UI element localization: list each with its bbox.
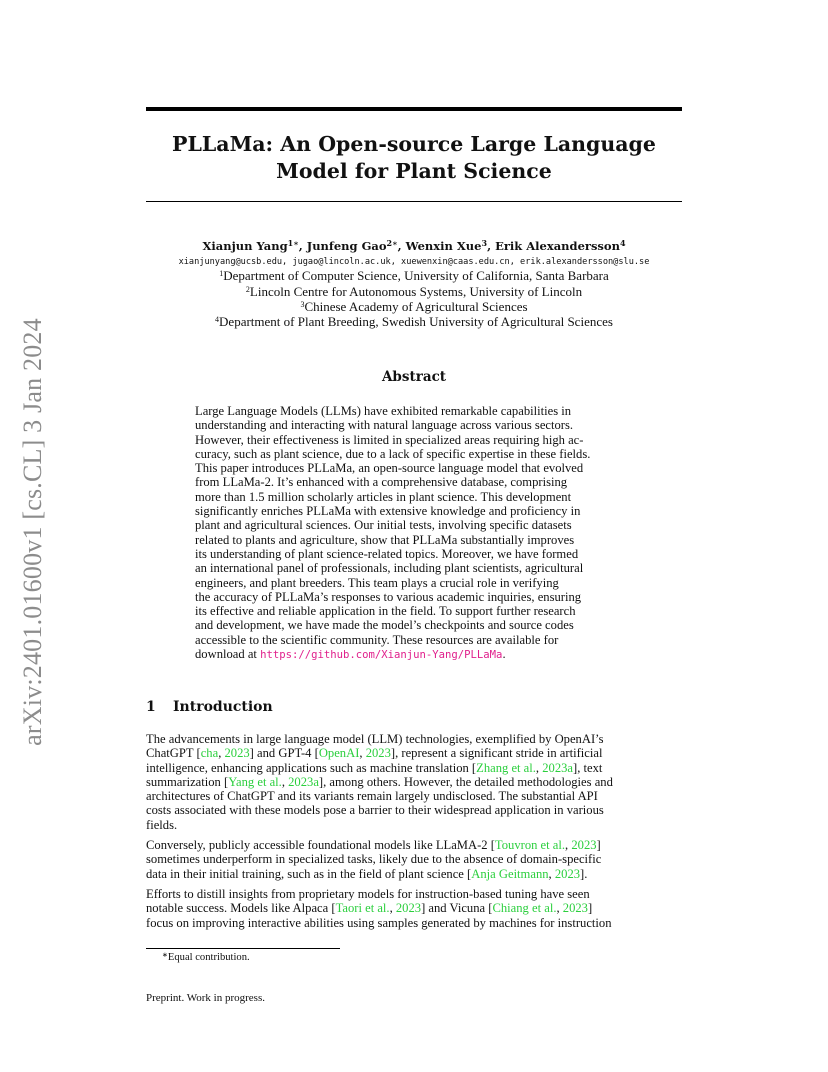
abstract-line: and development, we have made the model’s checkpoints and source codes bbox=[195, 618, 574, 633]
author-name: Junfeng Gao bbox=[306, 239, 387, 253]
text: , bbox=[389, 901, 396, 916]
citation-link[interactable]: 2023 bbox=[365, 746, 391, 761]
affiliation-mark: 3 bbox=[300, 300, 305, 309]
affiliation bbox=[100, 268, 728, 284]
text-line: sometimes underperform in specialized tasks, likely due to the absence of domain-specific bbox=[146, 852, 602, 867]
text-line bbox=[146, 761, 682, 775]
abstract-line: This paper introduces PLLaMa, an open-source language model that evolved bbox=[195, 461, 584, 476]
abstract-line: an international panel of professionals, including plant scientists, agricultural bbox=[195, 561, 584, 576]
abstract-line: plant and agricultural sciences. Our initial tests, involving specific datasets bbox=[195, 518, 572, 533]
abstract-line: Large Language Models (LLMs) have exhibited remarkable capabilities in bbox=[195, 404, 572, 418]
abstract-text: download at bbox=[195, 647, 261, 662]
text-line: focus on improving interactive abilities using samples generated by machines for instruction bbox=[146, 915, 612, 930]
affiliation-text: Department of Plant Breeding, Swedish University of Agricultural Sciences bbox=[219, 314, 613, 329]
text: , bbox=[359, 746, 366, 761]
text: ], among others. However, the detailed methodologies and bbox=[318, 774, 613, 789]
citation-link[interactable]: 2023 bbox=[562, 901, 588, 916]
abstract-line: more than 1.5 million scholarly articles in plant science. This development bbox=[195, 489, 572, 504]
citation-link[interactable]: 2023 bbox=[554, 866, 581, 881]
text: , bbox=[281, 774, 289, 789]
author-mark: 4 bbox=[619, 238, 626, 248]
github-link[interactable]: https://github.com/Xianjun-Yang/PLLaMa bbox=[260, 649, 503, 662]
affiliation bbox=[100, 299, 728, 315]
text: ] and GPT-4 [ bbox=[249, 746, 319, 761]
abstract-line: from LLaMa-2. It’s enhanced with a comprehensive database, comprising bbox=[195, 475, 568, 490]
footnote-mark: ∗ bbox=[162, 951, 168, 959]
arxiv-identifier: arXiv:2401.01600v1 [cs.CL] 3 Jan 2024 bbox=[18, 318, 47, 746]
text: data in their initial training, such as in the field of plant science [ bbox=[146, 866, 472, 881]
abstract-line: related to plants and agriculture, show that PLLaMa substantially improves bbox=[195, 532, 575, 547]
affiliation-text: Department of Computer Science, University of California, Santa Barbara bbox=[223, 268, 609, 283]
paragraph bbox=[146, 732, 682, 832]
text: , bbox=[218, 746, 225, 761]
abstract-line: engineers, and plant breeders. This team plays a crucial role in verifying bbox=[195, 575, 559, 590]
author-emails: xianjunyang@ucsb.edu, jugao@lincoln.ac.uk, xuewenxin@caas.edu.cn, erik.alexandersson@slu.se bbox=[178, 257, 650, 267]
text: ] and Vicuna [ bbox=[421, 901, 493, 916]
abstract-line: its effective and reliable application in the field. To support further research bbox=[195, 604, 576, 619]
paragraph bbox=[146, 887, 682, 930]
abstract-text: . bbox=[502, 647, 506, 662]
text-line: Efforts to distill insights from proprietary models for instruction-based tuning have seen bbox=[146, 886, 590, 901]
section-title: Introduction bbox=[173, 699, 273, 715]
author-name: Xianjun Yang bbox=[202, 239, 288, 253]
preprint-note: Preprint. Work in progress. bbox=[146, 992, 265, 1004]
title-bottom-rule bbox=[146, 201, 682, 202]
arxiv-side-stamp bbox=[2, 304, 64, 760]
affiliation-text: Lincoln Centre for Autonomous Systems, University of Lincoln bbox=[249, 284, 583, 299]
citation-link[interactable]: Zhang et al. bbox=[476, 760, 536, 775]
text-line: costs associated with these models pose a barrier to their widespread application in various bbox=[146, 803, 604, 818]
section-heading-introduction bbox=[146, 698, 682, 716]
abstract-line: its understanding of plant science-related topics. Moreover, we have formed bbox=[195, 546, 579, 561]
abstract-line: significantly enriches PLLaMa with extensive knowledge and proficiency in bbox=[195, 504, 581, 519]
title-line-2: Model for Plant Science bbox=[276, 159, 552, 183]
author-name: Wenxin Xue bbox=[405, 239, 482, 253]
citation-link[interactable]: 2023 bbox=[571, 838, 597, 853]
affiliation-text: Chinese Academy of Agricultural Sciences bbox=[304, 299, 528, 314]
text-line: architectures of ChatGPT and its variants remain largely undisclosed. The substantial API bbox=[146, 789, 598, 804]
title-line-1: PLLaMa: An Open-source Large Language bbox=[172, 132, 656, 156]
title-top-rule bbox=[146, 107, 682, 111]
paper-title bbox=[146, 131, 682, 185]
citation-link[interactable]: 2023 bbox=[224, 746, 250, 761]
text: ], represent a significant stride in artificial bbox=[390, 746, 603, 761]
author-name: Erik Alexandersson bbox=[495, 239, 620, 253]
text-line bbox=[146, 901, 682, 915]
text: ChatGPT [ bbox=[146, 746, 201, 761]
text-line bbox=[146, 775, 682, 789]
footnote-text: Equal contribution. bbox=[167, 952, 250, 963]
paragraph bbox=[146, 838, 682, 881]
text: ] bbox=[596, 838, 601, 853]
citation-link[interactable]: Yang et al. bbox=[228, 774, 282, 789]
citation-link[interactable]: 2023 bbox=[395, 901, 422, 916]
text-line bbox=[146, 838, 682, 852]
author-mark: 2∗ bbox=[386, 238, 398, 248]
text: , bbox=[535, 760, 543, 775]
text-line bbox=[146, 867, 682, 881]
abstract-line: understanding and interacting with natural language across various sectors. bbox=[195, 418, 574, 433]
text: Conversely, publicly accessible foundational models like LLaMA-2 [ bbox=[146, 838, 495, 853]
affiliation-mark: 4 bbox=[215, 315, 220, 324]
text: , bbox=[548, 866, 555, 881]
footnote-rule bbox=[146, 948, 340, 949]
abstract-line: However, their effectiveness is limited in specialized areas requiring high ac- bbox=[195, 432, 584, 447]
abstract-heading: Abstract bbox=[381, 369, 447, 385]
citation-link[interactable]: 2023a bbox=[288, 774, 319, 789]
footnote bbox=[146, 951, 682, 964]
author-list: Xianjun Yang$^{1∗}$, Junfeng Gao$^{2∗}$, Wenxin Xue$^3$, Erik Alexandersson$^4$ bbox=[202, 238, 626, 253]
text: , bbox=[565, 838, 572, 853]
affiliation-mark: 1 bbox=[219, 269, 224, 278]
text: summarization [ bbox=[146, 774, 229, 789]
abstract-body bbox=[195, 404, 635, 662]
abstract-line-last bbox=[195, 647, 635, 662]
author-mark: 3 bbox=[481, 238, 488, 248]
text-line: fields. bbox=[146, 817, 178, 832]
citation-link[interactable]: Touvron et al. bbox=[494, 838, 566, 853]
citation-link[interactable]: 2023a bbox=[542, 760, 573, 775]
citation-link[interactable]: OpenAI bbox=[318, 746, 360, 761]
affiliation bbox=[100, 314, 728, 330]
text-line bbox=[146, 746, 682, 760]
text: , bbox=[556, 901, 563, 916]
text: ] bbox=[587, 901, 593, 916]
citation-link[interactable]: Anja Geitmann bbox=[471, 866, 549, 881]
introduction-body bbox=[146, 732, 682, 936]
abstract-line: accessible to the scientific community. These resources are available for bbox=[195, 632, 559, 647]
text-line: The advancements in large language model (LLM) technologies, exemplified by OpenAI’s bbox=[146, 732, 604, 746]
text: ]. bbox=[580, 866, 588, 881]
abstract-line: the accuracy of PLLaMa’s responses to various academic inquiries, ensuring bbox=[195, 589, 582, 604]
citation-link[interactable]: Taori et al. bbox=[335, 901, 390, 916]
section-number: 1 bbox=[146, 699, 156, 715]
affiliation-mark: 2 bbox=[245, 285, 250, 294]
text: ], text bbox=[573, 760, 603, 775]
affiliation bbox=[100, 284, 728, 300]
citation-link[interactable]: cha bbox=[200, 746, 219, 761]
text: notable success. Models like Alpaca [ bbox=[146, 901, 336, 916]
abstract-line: curacy, such as plant science, due to a lack of specific expertise in these fields. bbox=[195, 446, 591, 461]
citation-link[interactable]: Chiang et al. bbox=[492, 901, 557, 916]
author-mark: 1∗ bbox=[287, 238, 299, 248]
text: intelligence, enhancing applications such as machine translation [ bbox=[146, 760, 477, 775]
